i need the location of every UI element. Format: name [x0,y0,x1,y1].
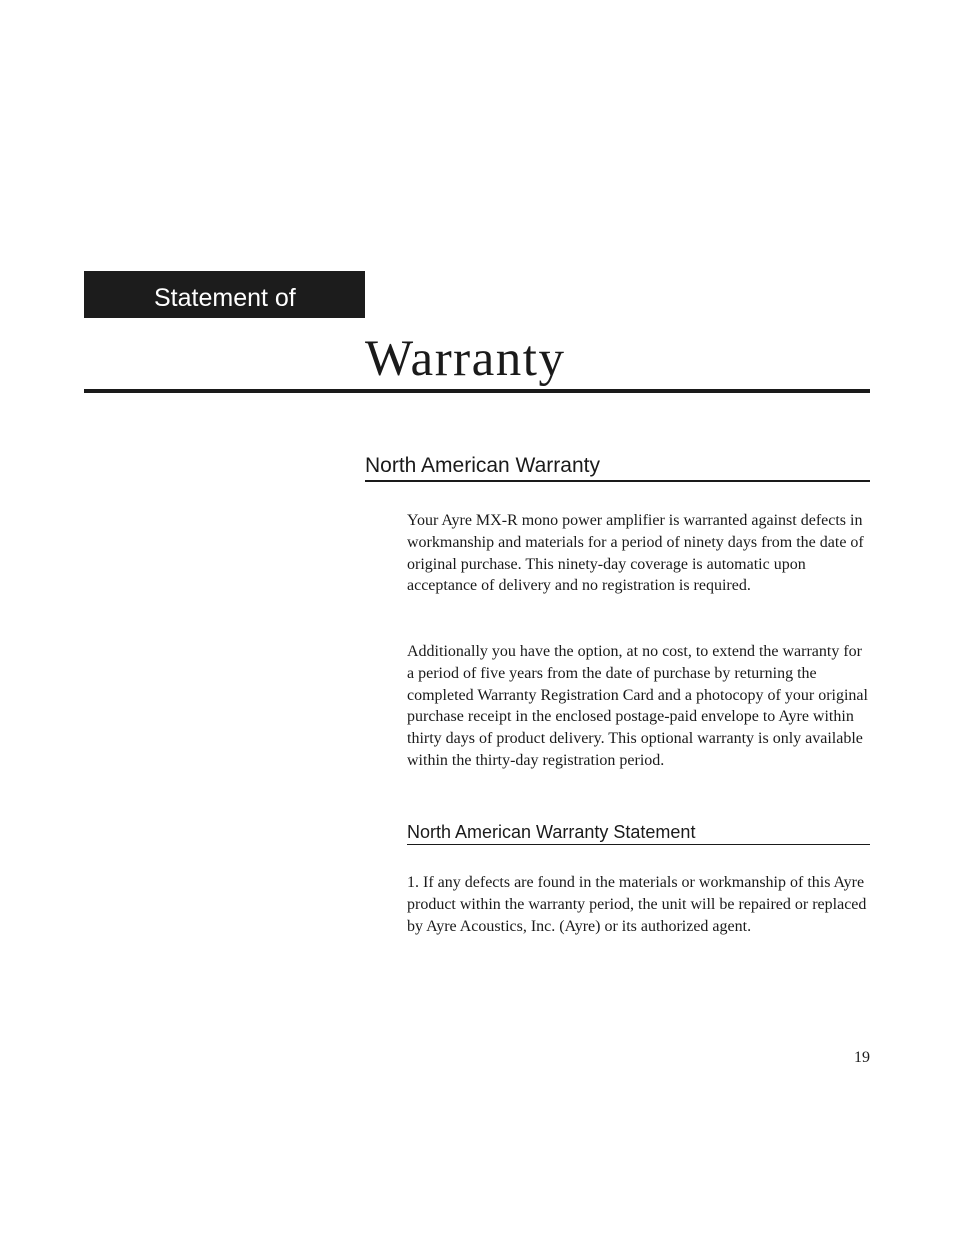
warranty-paragraph-1: Your Ayre MX-R mono power amplifier is warranted against defects in workmanship and materials for a period of ninety days from the date of original purchase. This ninety-day coverage is automatic upon acceptance of delivery and no registration is required. [407,512,864,595]
page-number: 19 [854,1049,870,1066]
section-label: Statement of [154,284,296,312]
statement-paragraph-1: 1. If any defects are found in the materials or workmanship of this Ayre product within the warranty period, the unit will be repaired or replaced by Ayre Acoustics, Inc. (Ayre) or its authorized agent. [407,874,867,935]
page-title: Warranty [365,331,566,387]
subsection-heading: North American Warranty Statement [407,822,696,842]
title-divider [84,389,870,393]
section-heading-divider [365,480,870,482]
section-heading: North American Warranty [365,454,600,477]
section-label-box [84,271,365,318]
warranty-paragraph-2: Additionally you have the option, at no cost, to extend the warranty for a period of five years from the date of purchase by returning the completed Warranty Registration Card and a photocopy of your original purchase receipt in the enclosed postage-paid envelope to Ayre within thirty days of product delivery. This optional warranty is only available within the thirty-day registration period. [407,643,868,769]
subsection-heading-divider [407,844,870,845]
